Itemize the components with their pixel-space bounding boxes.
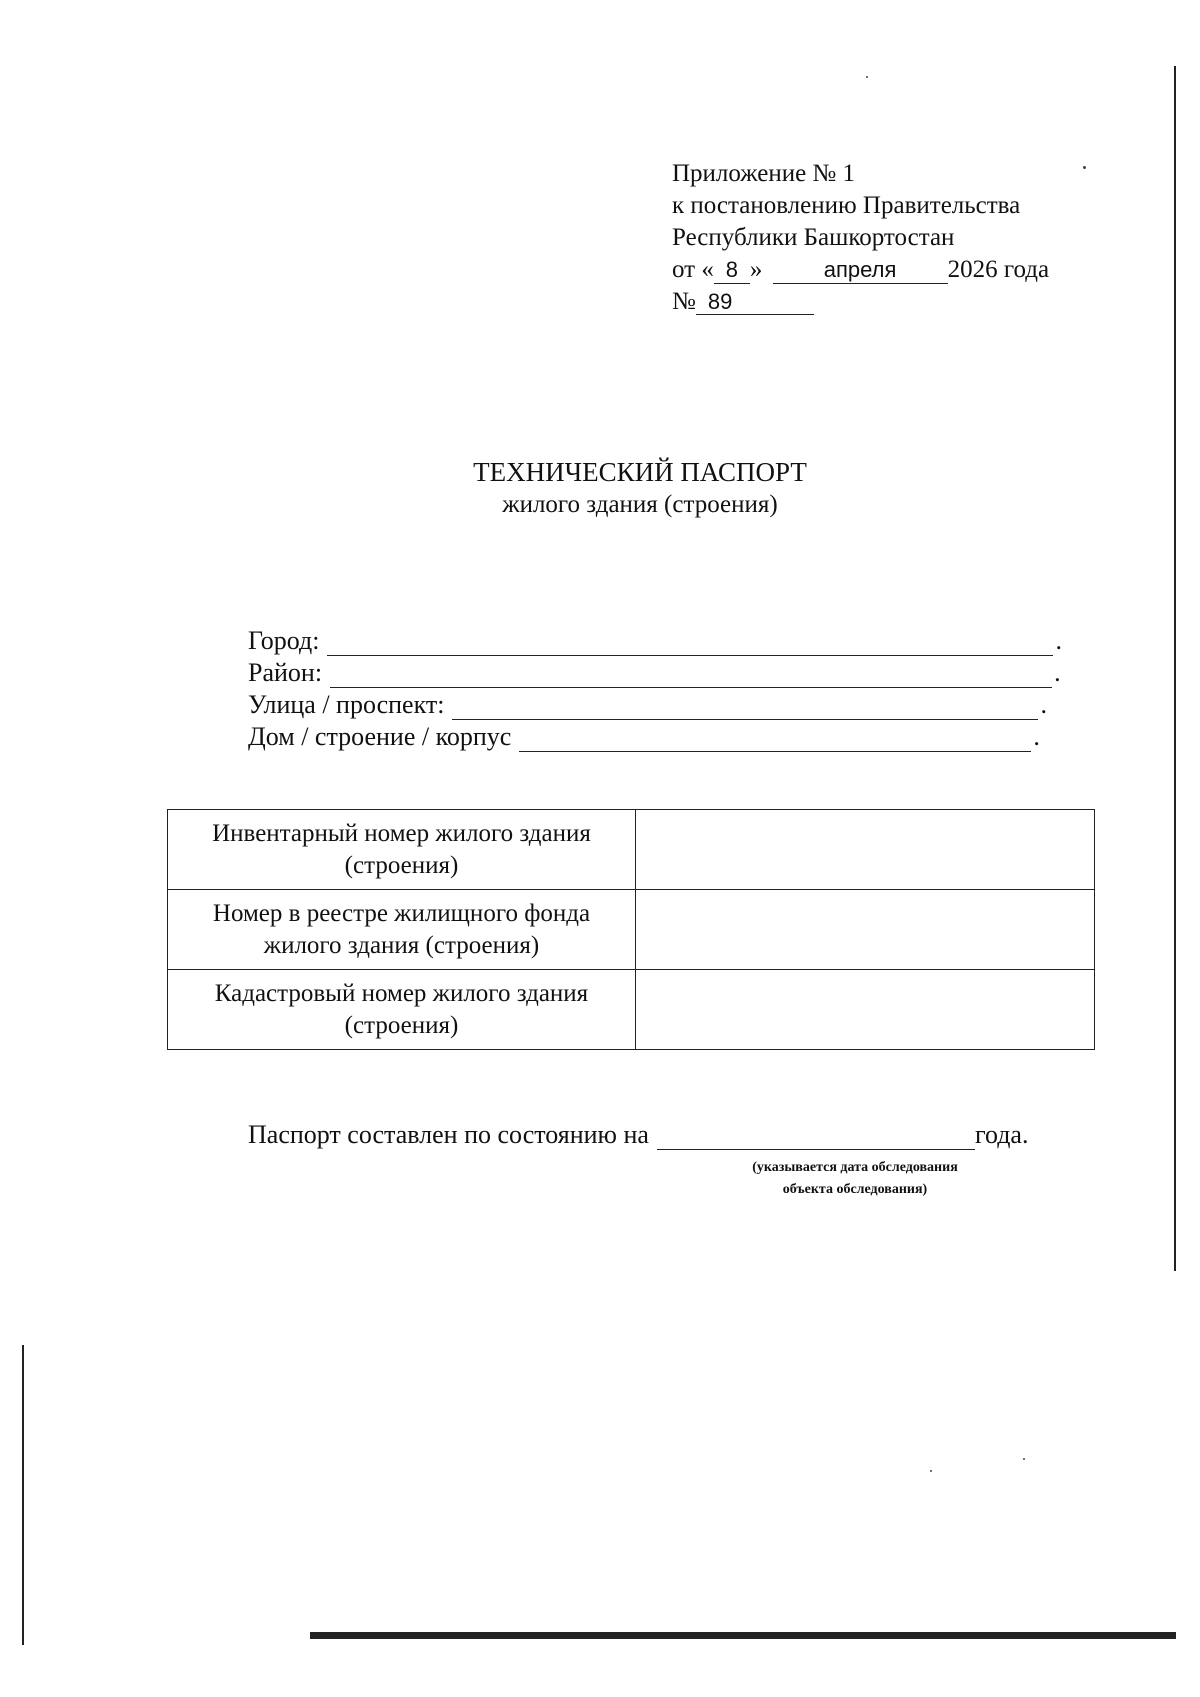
table-label-cell: Номер в реестре жилищного фонда жилого здания (строения)	[168, 890, 636, 970]
state-date-input-line[interactable]	[657, 1125, 975, 1150]
scan-speck	[1023, 1458, 1025, 1460]
scan-edge-bottom	[310, 1632, 1176, 1639]
address-field-city: Город: .	[248, 626, 1062, 655]
address-label: Улица / проспект:	[248, 690, 445, 719]
address-fields	[248, 624, 1062, 752]
date-month: апреля	[773, 257, 948, 284]
date-mid: »	[749, 256, 763, 283]
district-input-line[interactable]	[330, 665, 1052, 688]
document-subtitle: жилого здания (строения)	[502, 491, 778, 518]
table-row	[168, 810, 1095, 890]
appendix-line: Республики Башкортостан	[672, 224, 955, 251]
scan-speck	[1083, 166, 1086, 169]
identifiers-table	[167, 809, 1095, 1050]
date-prefix: от «	[672, 256, 714, 283]
scan-edge-right	[1174, 66, 1176, 1271]
appendix-number	[672, 286, 1049, 318]
address-label: Дом / строение / корпус	[248, 722, 512, 751]
document-title: ТЕХНИЧЕСКИЙ ПАСПОРТ	[473, 457, 807, 487]
address-field-street: Улица / проспект: .	[248, 690, 1047, 719]
cadastral-number-value[interactable]	[636, 970, 1095, 1050]
scan-speck	[930, 1470, 932, 1472]
number-prefix: №	[672, 288, 696, 315]
scan-speck	[866, 76, 868, 78]
passport-state-line	[248, 1120, 1028, 1150]
registry-number-value[interactable]	[636, 890, 1095, 970]
address-field-house: Дом / строение / корпус .	[248, 722, 1040, 751]
date-day: 8	[714, 257, 750, 284]
state-suffix: года.	[974, 1120, 1029, 1149]
appendix-block	[672, 158, 1049, 318]
table-row	[168, 970, 1095, 1050]
appendix-date	[672, 254, 1049, 286]
table-label-cell: Инвентарный номер жилого здания (строения)	[168, 810, 636, 890]
inventory-number-value[interactable]	[636, 810, 1095, 890]
number-value: 89	[696, 289, 814, 315]
date-year: 2026 года	[947, 256, 1050, 283]
table-label-cell: Кадастровый номер жилого здания (строения)	[168, 970, 636, 1050]
street-input-line[interactable]	[452, 697, 1038, 720]
house-input-line[interactable]	[519, 729, 1031, 752]
state-note: (указывается дата обследования объекта обследования)	[752, 1160, 958, 1197]
scan-edge-left	[22, 1345, 24, 1645]
appendix-line: к постановлению Правительства	[672, 192, 1021, 219]
state-prefix: Паспорт составлен по состоянию на	[248, 1120, 649, 1149]
address-field-district: Район: .	[248, 658, 1061, 687]
appendix-line: Приложение № 1	[672, 160, 856, 187]
address-label: Город:	[248, 626, 320, 655]
city-input-line[interactable]	[327, 633, 1053, 656]
address-label: Район:	[248, 658, 323, 687]
table-row	[168, 890, 1095, 970]
